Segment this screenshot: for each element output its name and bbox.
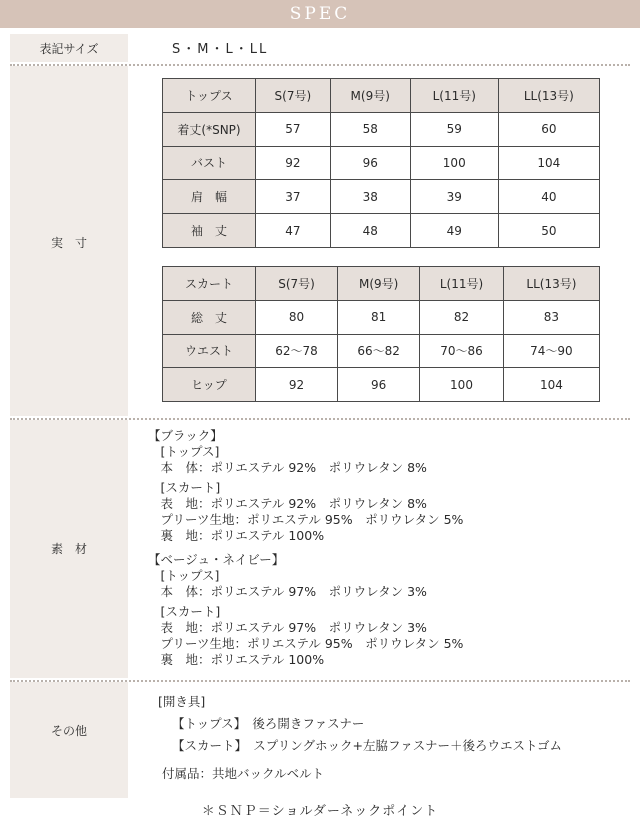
- table-row: [163, 334, 600, 368]
- skirt-header-cell: スカート: [163, 267, 256, 301]
- table-cell: 38: [330, 180, 410, 214]
- measure-label: 実 寸: [50, 236, 87, 250]
- table-row: [163, 180, 600, 214]
- label-bg-other: [10, 682, 128, 798]
- table-cell: 104: [503, 368, 599, 402]
- material-label: 素 材: [50, 542, 87, 556]
- table-cell: 92: [256, 146, 331, 180]
- table-row: [163, 214, 600, 248]
- tops-header-cell: M(9号): [330, 79, 410, 113]
- material-line: 【ブラック】: [148, 428, 223, 443]
- skirt-header-cell: M(9号): [338, 267, 420, 301]
- table-cell: 50: [498, 214, 599, 248]
- material-line: [スカート]: [148, 480, 221, 495]
- table-cell: 60: [498, 112, 599, 146]
- other-label: その他: [50, 724, 87, 738]
- material-line: 裏 地：ポリエステル 100%: [148, 652, 325, 667]
- table-cell: 96: [330, 146, 410, 180]
- divider: [10, 680, 630, 682]
- table-cell: 80: [256, 300, 338, 334]
- table-row: [163, 368, 600, 402]
- table-cell: 37: [256, 180, 331, 214]
- table-cell: 92: [256, 368, 338, 402]
- material-line: 表 地：ポリエステル 97% ポリウレタン 3%: [148, 620, 427, 635]
- table-cell: 100: [420, 368, 504, 402]
- tops-header-cell: トップス: [163, 79, 256, 113]
- table-cell: 100: [410, 146, 498, 180]
- table-row: [163, 146, 600, 180]
- skirt-header-cell: S(7号): [256, 267, 338, 301]
- material-line: [トップス]: [148, 568, 220, 583]
- tops-opening: 【トップス】 後ろ開きファスナー: [172, 716, 365, 731]
- tops-header-cell: LL(13号): [498, 79, 599, 113]
- material-line: [スカート]: [148, 604, 221, 619]
- divider: [10, 64, 630, 66]
- table-cell: 62～78: [256, 334, 338, 368]
- table-row: [163, 300, 600, 334]
- table-cell: 104: [498, 146, 599, 180]
- skirt-row-label: 総 丈: [163, 300, 256, 334]
- skirt-row-label: ヒップ: [163, 368, 256, 402]
- skirt-opening: 【スカート】 スプリングホック+左脇ファスナー＋後ろウエストゴム: [172, 738, 562, 753]
- material-line: [トップス]: [148, 444, 220, 459]
- skirt-table: [162, 266, 600, 402]
- material-line: プリーツ生地：ポリエステル 95% ポリウレタン 5%: [148, 636, 464, 651]
- skirt-header-cell: L(11号): [420, 267, 504, 301]
- divider: [10, 418, 630, 420]
- table-cell: 96: [338, 368, 420, 402]
- table-cell: 58: [330, 112, 410, 146]
- tops-row-label: 袖 丈: [163, 214, 256, 248]
- tops-table: [162, 78, 600, 248]
- table-cell: 70～86: [420, 334, 504, 368]
- tops-header-cell: S(7号): [256, 79, 331, 113]
- snp-footnote: ＊ＳＮＰ＝ショルダーネックポイント: [201, 804, 439, 819]
- table-cell: 83: [503, 300, 599, 334]
- table-row: [163, 267, 600, 301]
- opening-title: [開き具]: [158, 694, 206, 709]
- table-cell: 39: [410, 180, 498, 214]
- tops-row-label: バスト: [163, 146, 256, 180]
- table-cell: 59: [410, 112, 498, 146]
- material-line: プリーツ生地：ポリエステル 95% ポリウレタン 5%: [148, 512, 464, 527]
- table-cell: 57: [256, 112, 331, 146]
- table-cell: 74～90: [503, 334, 599, 368]
- accessory: 付属品：共地バックルベルト: [162, 766, 325, 781]
- table-cell: 66～82: [338, 334, 420, 368]
- tops-row-label: 着丈(*SNP): [163, 112, 256, 146]
- material-line: 表 地：ポリエステル 92% ポリウレタン 8%: [148, 496, 427, 511]
- material-line: 本 体：ポリエステル 92% ポリウレタン 8%: [148, 460, 427, 475]
- size-label: 表記サイズ: [39, 42, 99, 56]
- material-line: 【ベージュ・ネイビー】: [148, 552, 285, 567]
- tops-row-label: 肩 幅: [163, 180, 256, 214]
- material-line: 本 体：ポリエステル 97% ポリウレタン 3%: [148, 584, 427, 599]
- table-row: [163, 79, 600, 113]
- spec-banner: SPEC: [0, 0, 640, 28]
- table-row: [163, 112, 600, 146]
- skirt-row-label: ウエスト: [163, 334, 256, 368]
- table-cell: 82: [420, 300, 504, 334]
- skirt-header-cell: LL(13号): [503, 267, 599, 301]
- table-cell: 49: [410, 214, 498, 248]
- table-cell: 40: [498, 180, 599, 214]
- table-cell: 47: [256, 214, 331, 248]
- tops-header-cell: L(11号): [410, 79, 498, 113]
- table-cell: 48: [330, 214, 410, 248]
- material-line: 裏 地：ポリエステル 100%: [148, 528, 325, 543]
- size-value: S・M・L・LL: [172, 42, 269, 57]
- table-cell: 81: [338, 300, 420, 334]
